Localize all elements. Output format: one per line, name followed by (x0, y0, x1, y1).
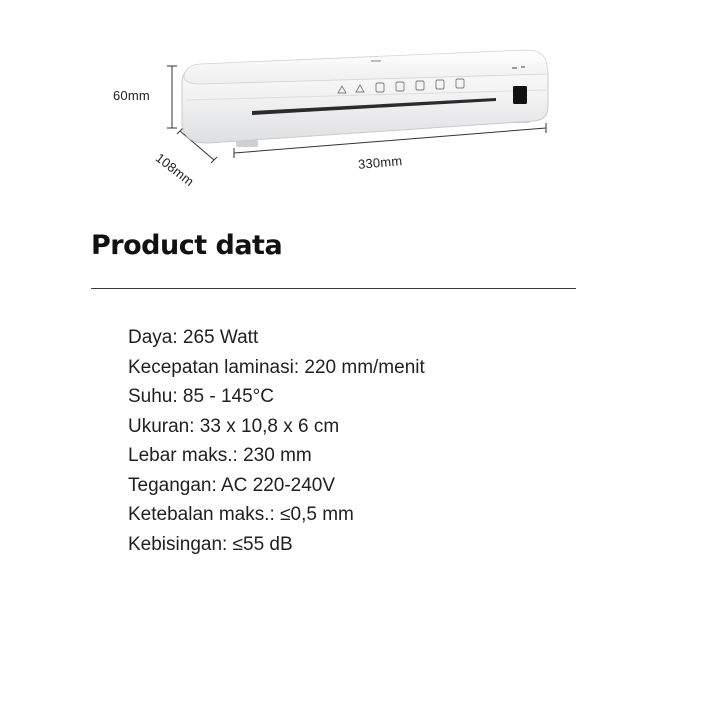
height-label: 60mm (113, 88, 150, 103)
height-dimension-line (167, 66, 177, 128)
depth-label: 108mm (152, 150, 197, 190)
spec-lamination-speed: Kecepatan laminasi: 220 mm/menit (128, 356, 425, 378)
spec-size: Ukuran: 33 x 10,8 x 6 cm (128, 415, 340, 437)
power-switch (513, 86, 527, 104)
brand-mark (371, 60, 381, 62)
spec-voltage: Tegangan: AC 220-240V (128, 474, 336, 496)
spec-max-width: Lebar maks.: 230 mm (128, 445, 312, 466)
spec-max-thickness: Ketebalan maks.: ≤0,5 mm (128, 504, 354, 525)
spec-temperature: Suhu: 85 - 145°C (128, 386, 274, 407)
divider (91, 288, 576, 289)
section-title: Product data (91, 230, 283, 261)
spec-power: Daya: 265 Watt (128, 327, 259, 348)
spec-list (128, 323, 425, 559)
spec-noise: Kebisingan: ≤55 dB (128, 533, 293, 555)
product-image-area (0, 0, 726, 200)
length-label: 330mm (357, 153, 403, 172)
